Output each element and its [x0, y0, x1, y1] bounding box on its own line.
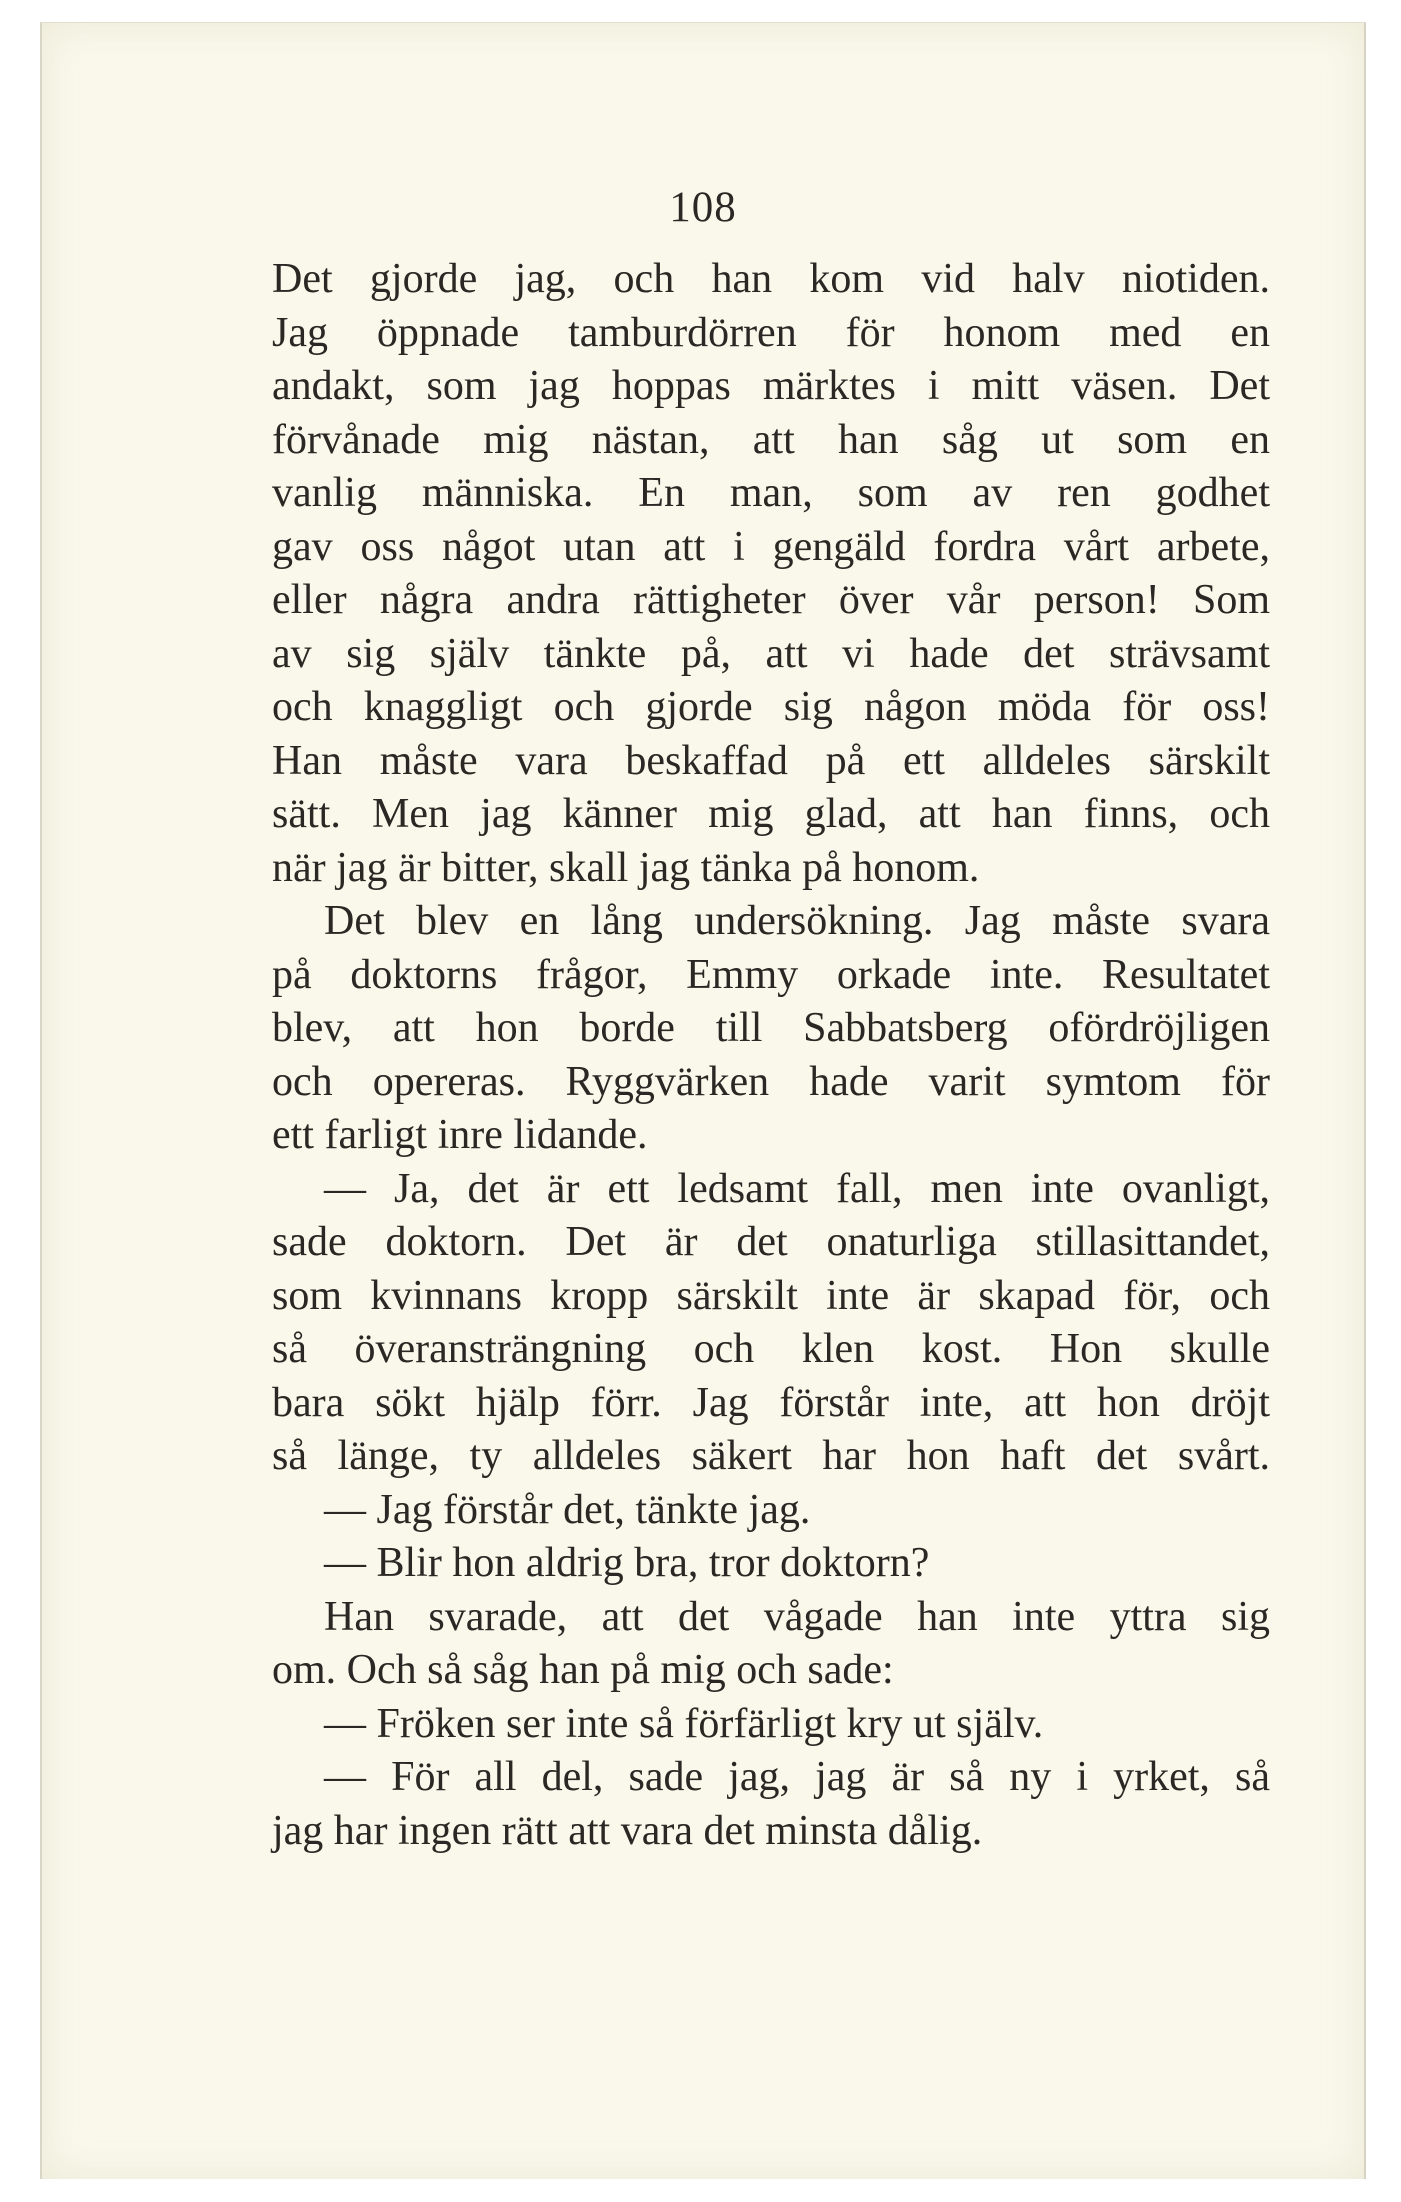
text-line: — För all del, sade jag, jag är så ny i yrket, så [324, 1754, 1270, 1800]
text-line: ett farligt inre lidande. [272, 1112, 648, 1158]
body-text [272, 253, 1270, 1858]
text-line: andakt, som jag hoppas märktes i mitt väsen. Det [272, 363, 1270, 409]
text-line: om. Och så såg han på mig och sade: [272, 1647, 894, 1693]
text-line: på doktorns frågor, Emmy orkade inte. Resultatet [272, 951, 1270, 998]
book-page [40, 22, 1366, 2179]
text-line: vanlig människa. En man, som av ren godhet [272, 470, 1270, 516]
text-line: Det blev en lång undersökning. Jag måste svara [324, 898, 1270, 944]
text-line: och knaggligt och gjorde sig någon möda för oss! [272, 684, 1270, 730]
text-line: så länge, ty alldeles säkert har hon haft det svårt. [272, 1433, 1270, 1479]
page-number: 108 [669, 184, 737, 231]
text-line: — Ja, det är ett ledsamt fall, men inte ovanligt, [324, 1165, 1270, 1212]
text-line: Jag öppnade tamburdörren för honom med en [272, 309, 1270, 356]
text-line: när jag är bitter, skall jag tänka på honom. [272, 844, 980, 891]
text-line: gav oss något utan att i gengäld fordra vårt arbete, [272, 523, 1270, 570]
text-line: sade doktorn. Det är det onaturliga stillasittandet, [272, 1219, 1270, 1265]
text-line: Det gjorde jag, och han kom vid halv niotiden. [272, 256, 1270, 302]
text-line: och opereras. Ryggvärken hade varit symtom för [272, 1058, 1270, 1105]
text-line: — Blir hon aldrig bra, tror doktorn? [324, 1540, 930, 1586]
text-line: förvånade mig nästan, att han såg ut som en [272, 416, 1270, 463]
text-line: eller några andra rättigheter över vår person! Som [272, 577, 1270, 623]
text-line: så överansträngning och klen kost. Hon skulle [272, 1326, 1270, 1372]
text-line: Han svarade, att det vågade han inte yttra sig [324, 1593, 1270, 1640]
text-line: — Jag förstår det, tänkte jag. [324, 1486, 811, 1533]
text-line: jag har ingen rätt att vara det minsta dålig. [272, 1807, 983, 1854]
text-line: sätt. Men jag känner mig glad, att han finns, och [272, 791, 1270, 837]
text-line: bara sökt hjälp förr. Jag förstår inte, att hon dröjt [272, 1379, 1270, 1426]
text-line: som kvinnans kropp särskilt inte är skapad för, och [272, 1272, 1270, 1319]
text-line: blev, att hon borde till Sabbatsberg ofördröjligen [272, 1005, 1270, 1051]
text-line: Han måste vara beskaffad på ett alldeles särskilt [272, 737, 1270, 784]
text-line: — Fröken ser inte så förfärligt kry ut själv. [324, 1700, 1044, 1747]
text-line: av sig själv tänkte på, att vi hade det strävsamt [272, 630, 1270, 677]
